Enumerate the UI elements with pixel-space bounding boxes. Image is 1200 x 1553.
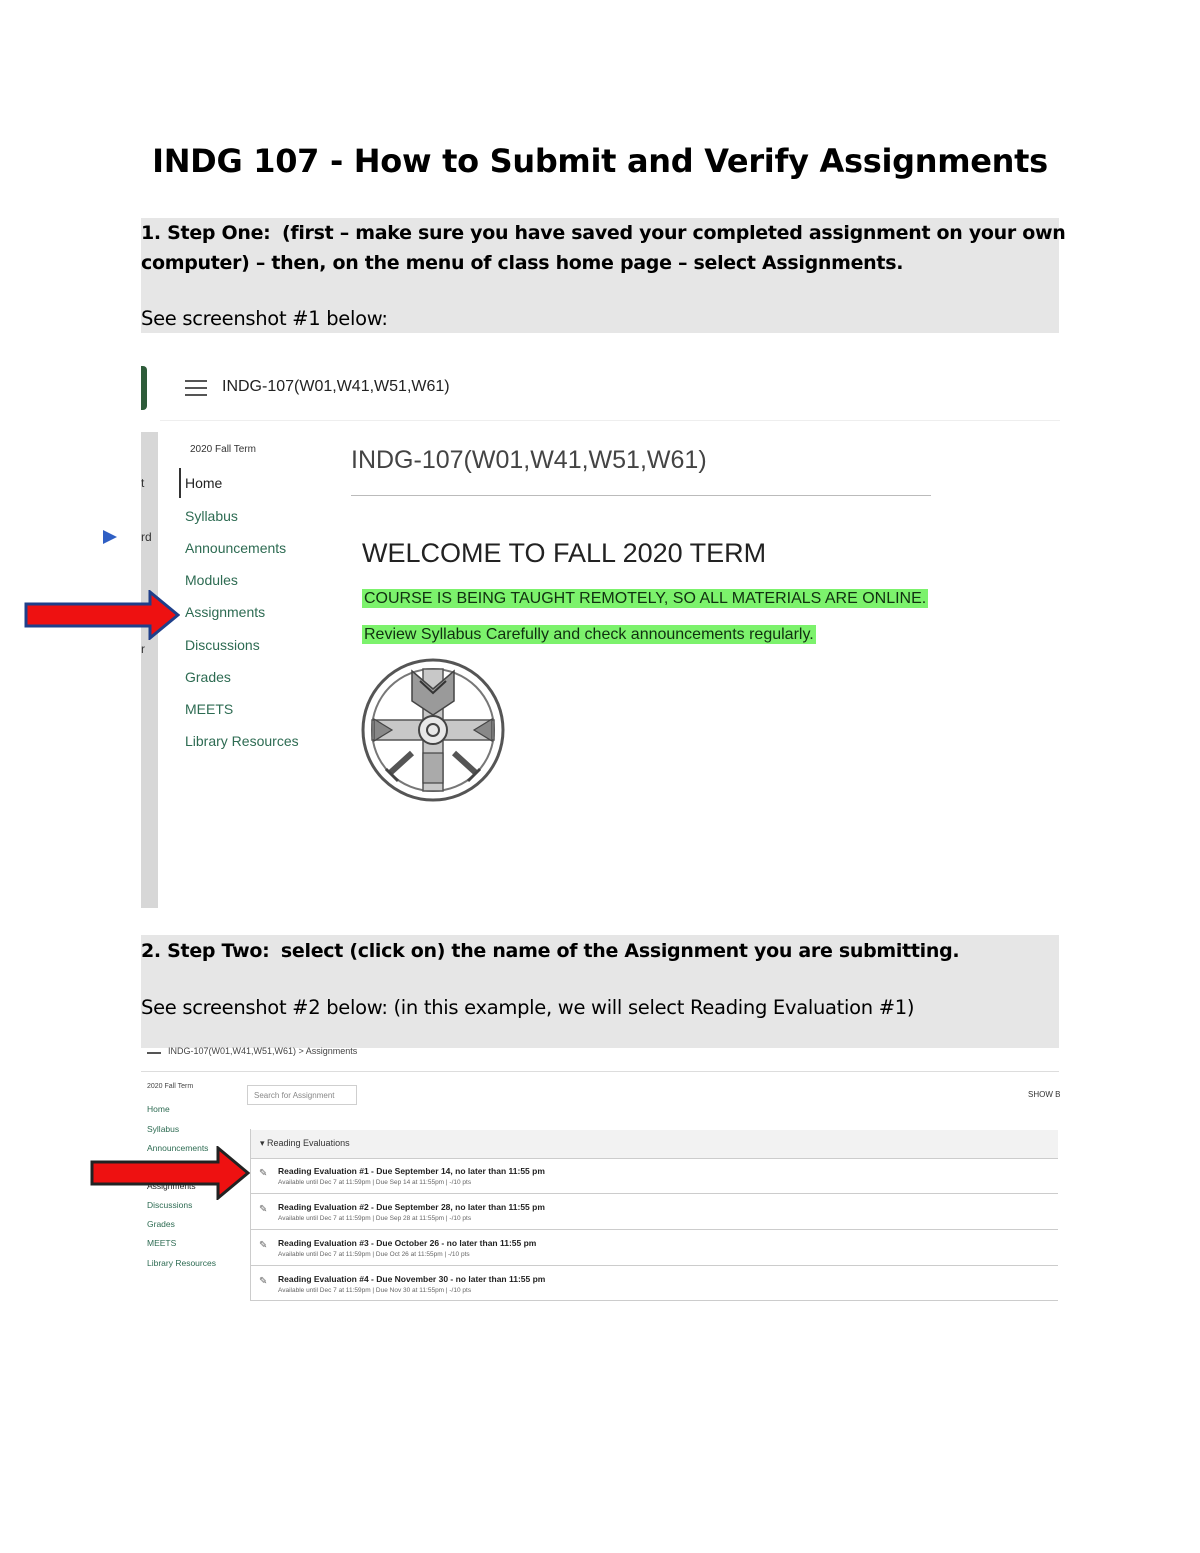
nav-library-resources[interactable]: Library Resources xyxy=(185,733,299,749)
assignment-icon: ✎ xyxy=(259,1168,268,1179)
nav-assignments[interactable]: Assignments xyxy=(185,604,266,620)
row-divider xyxy=(251,1193,1058,1194)
blue-triangle-icon xyxy=(103,530,117,544)
step-one-see: See screenshot #1 below: xyxy=(141,307,388,330)
row-divider xyxy=(251,1229,1058,1230)
nav-modules[interactable]: Modules xyxy=(185,572,238,588)
breadcrumb-divider xyxy=(141,1071,1059,1072)
step-one-label: 1. Step One: xyxy=(141,222,271,244)
s2-nav-assignments[interactable]: Assignments xyxy=(147,1181,196,1191)
welcome-heading: WELCOME TO FALL 2020 TERM xyxy=(362,538,767,568)
nav-grades[interactable]: Grades xyxy=(185,669,231,685)
s2-nav-library-resources[interactable]: Library Resources xyxy=(147,1258,216,1268)
step-two-text xyxy=(141,936,959,966)
nav-syllabus[interactable]: Syllabus xyxy=(185,508,238,524)
nav-announcements[interactable]: Announcements xyxy=(185,540,287,556)
search-input[interactable]: Search for Assignment xyxy=(247,1085,357,1105)
assignment-row-4-details: Available until Dec 7 at 11:59pm | Due Nov 30 at 11:55pm | -/10 pts xyxy=(278,1287,472,1294)
breadcrumb-hamburger-icon[interactable] xyxy=(147,1052,161,1054)
step-one-line2: computer) – then, on the menu of class home page – select Assignments. xyxy=(141,252,904,274)
row-divider xyxy=(251,1300,1058,1301)
assignment-icon: ✎ xyxy=(259,1240,268,1251)
step-two-label: 2. Step Two: xyxy=(141,940,270,962)
assignment-row-1-details: Available until Dec 7 at 11:59pm | Due Sep 14 at 11:55pm | -/10 pts xyxy=(278,1179,472,1186)
nav-discussions[interactable]: Discussions xyxy=(185,637,260,653)
step-one-text xyxy=(141,218,1066,278)
assignment-row-1-title[interactable]: Reading Evaluation #1 - Due September 14, no later than 11:55 pm xyxy=(278,1166,545,1176)
nav-home[interactable]: Home xyxy=(185,475,223,491)
assignment-row-2-details: Available until Dec 7 at 11:59pm | Due Sep 28 at 11:55pm | -/10 pts xyxy=(278,1215,472,1222)
s2-nav-meets[interactable]: MEETS xyxy=(147,1238,177,1248)
nav-meets[interactable]: MEETS xyxy=(185,701,234,717)
active-nav-indicator xyxy=(179,468,181,498)
breadcrumb[interactable]: INDG-107(W01,W41,W51,W61) > Assignments xyxy=(168,1046,358,1056)
course-title: INDG-107(W01,W41,W51,W61) xyxy=(351,446,707,474)
remote-notice: COURSE IS BEING TAUGHT REMOTELY, SO ALL MATERIALS ARE ONLINE. xyxy=(364,590,927,607)
medicine-wheel-logo xyxy=(360,657,506,803)
left-fragment-1: t xyxy=(141,476,145,490)
assignment-row-3-title[interactable]: Reading Evaluation #3 - Due October 26 - no later than 11:55 pm xyxy=(278,1238,537,1248)
canvas-logo-mark xyxy=(141,366,147,410)
s2-nav-announcements[interactable]: Announcements xyxy=(147,1143,209,1153)
left-fragment-3: r xyxy=(141,642,145,656)
assignment-icon: ✎ xyxy=(259,1204,268,1215)
assignment-row-3-details: Available until Dec 7 at 11:59pm | Due Oct 26 at 11:55pm | -/10 pts xyxy=(278,1251,470,1258)
global-nav-bar xyxy=(141,432,158,908)
red-arrow-icon xyxy=(90,1146,250,1200)
s2-nav-syllabus[interactable]: Syllabus xyxy=(147,1124,180,1134)
step-one-line1: (first – make sure you have saved your completed assignment on your own xyxy=(281,222,1066,244)
s2-nav-grades[interactable]: Grades xyxy=(147,1219,175,1229)
hamburger-menu-icon[interactable] xyxy=(185,380,207,396)
top-course-name[interactable]: INDG-107(W01,W41,W51,W61) xyxy=(222,378,450,395)
left-fragment-2: rd xyxy=(141,530,152,544)
top-divider xyxy=(160,420,1060,421)
assignment-group-label[interactable]: ▾ Reading Evaluations xyxy=(260,1138,350,1148)
assignment-row-4-title[interactable]: Reading Evaluation #4 - Due November 30 - no later than 11:55 pm xyxy=(278,1274,546,1284)
s2-nav-home[interactable]: Home xyxy=(147,1104,170,1114)
syllabus-notice: Review Syllabus Carefully and check announcements regularly. xyxy=(364,626,814,643)
red-arrow-icon xyxy=(24,590,180,640)
step-two-see: See screenshot #2 below: (in this example, we will select Reading Evaluation #1) xyxy=(141,996,915,1019)
document-title: INDG 107 - How to Submit and Verify Assignments xyxy=(152,142,1048,180)
term-label: 2020 Fall Term xyxy=(190,444,256,455)
s2-nav-discussions[interactable]: Discussions xyxy=(147,1200,193,1210)
row-divider xyxy=(251,1265,1058,1266)
course-title-divider xyxy=(351,495,931,496)
assignment-group-header[interactable] xyxy=(251,1130,1058,1159)
s2-term-label: 2020 Fall Term xyxy=(147,1083,194,1090)
show-by-toggle[interactable]: SHOW B xyxy=(1028,1090,1061,1099)
assignment-icon: ✎ xyxy=(259,1276,268,1287)
step-two-instruction: select (click on) the name of the Assignment you are submitting. xyxy=(280,940,960,962)
assignment-row-2-title[interactable]: Reading Evaluation #2 - Due September 28, no later than 11:55 pm xyxy=(278,1202,545,1212)
